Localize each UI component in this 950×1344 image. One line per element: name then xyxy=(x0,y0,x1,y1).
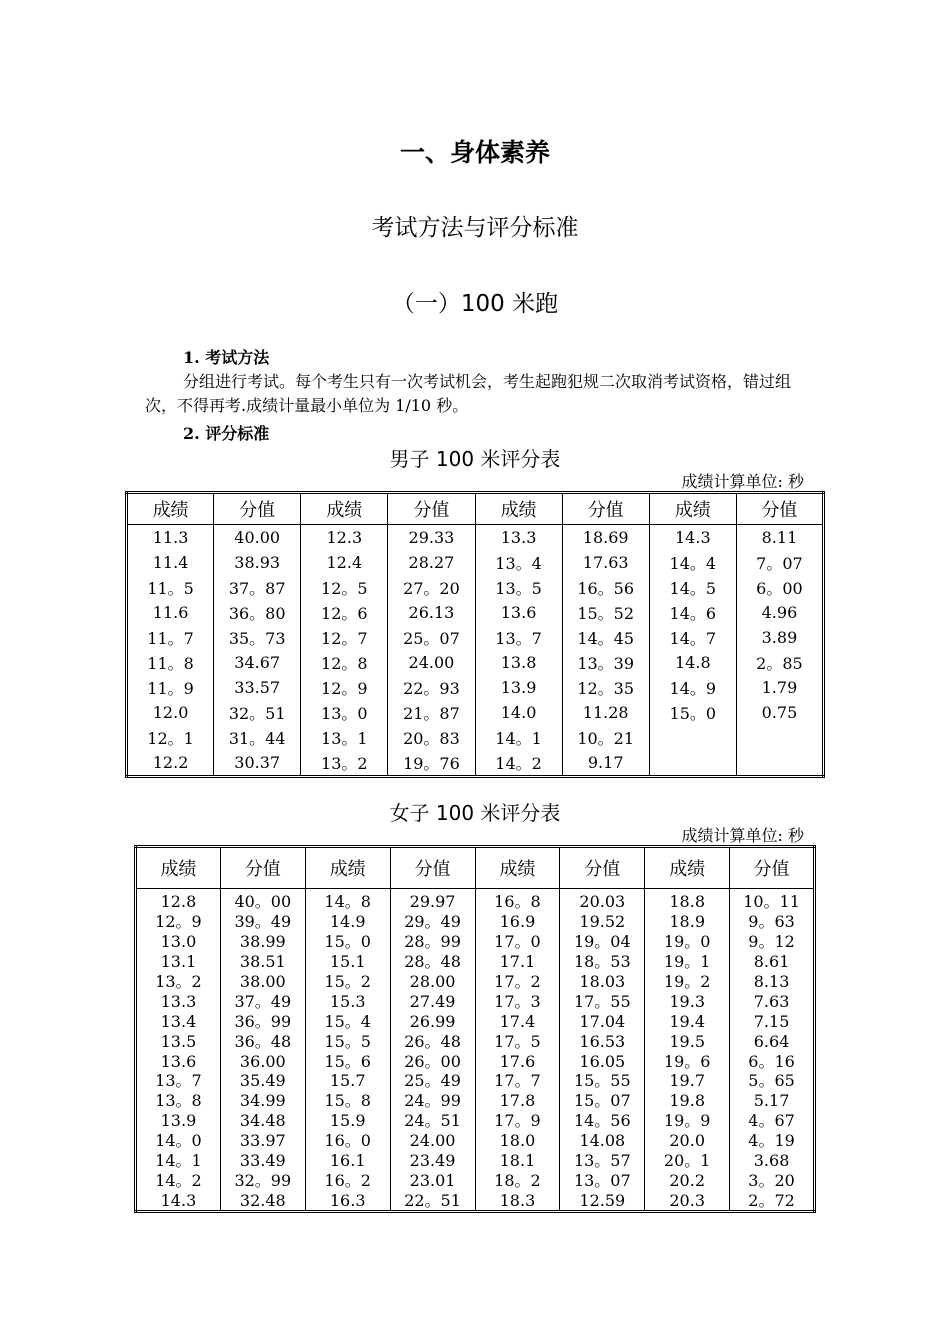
table-cell: 12.8 xyxy=(136,889,221,912)
table-cell: 17.1 xyxy=(475,952,560,972)
table-cell: 14。45 xyxy=(562,625,649,650)
table-cell: 14。0 xyxy=(136,1131,221,1151)
table-cell: 30.37 xyxy=(214,750,301,777)
column-header: 成绩 xyxy=(305,847,390,889)
table-cell: 13。8 xyxy=(136,1091,221,1111)
table-cell: 18.0 xyxy=(475,1131,560,1151)
table-cell: 14。1 xyxy=(475,725,562,750)
table-cell: 18.8 xyxy=(645,889,730,912)
table-cell: 13.9 xyxy=(136,1111,221,1131)
table-cell: 4。19 xyxy=(730,1131,815,1151)
table-cell: 13。0 xyxy=(301,700,388,725)
table-cell: 15.1 xyxy=(305,952,390,972)
table-cell: 12。9 xyxy=(301,675,388,700)
table-cell: 31。44 xyxy=(214,725,301,750)
table-header-row xyxy=(136,847,815,889)
table-cell: 3。20 xyxy=(730,1170,815,1190)
table-cell: 7.15 xyxy=(730,1011,815,1031)
table-row xyxy=(136,1091,815,1111)
table-row xyxy=(127,675,824,700)
table-cell: 13。4 xyxy=(475,550,562,575)
table-cell: 6。00 xyxy=(736,575,823,600)
table-cell: 35.49 xyxy=(220,1071,305,1091)
column-header: 成绩 xyxy=(649,493,736,525)
table-cell: 38.00 xyxy=(220,972,305,992)
table-cell: 6。16 xyxy=(730,1051,815,1071)
female-table-unit: 成绩计算单位: 秒 xyxy=(681,826,804,845)
table-cell: 16。2 xyxy=(305,1170,390,1190)
table-cell: 14。56 xyxy=(560,1111,645,1131)
table-cell: 16.05 xyxy=(560,1051,645,1071)
table-cell: 19。9 xyxy=(645,1111,730,1131)
table-cell: 17.04 xyxy=(560,1011,645,1031)
table-cell: 12。8 xyxy=(301,650,388,675)
table-cell xyxy=(649,725,736,750)
table-cell: 11.4 xyxy=(127,550,214,575)
table-cell: 12。7 xyxy=(301,625,388,650)
table-cell: 17.8 xyxy=(475,1091,560,1111)
table-cell: 12.0 xyxy=(127,700,214,725)
table-cell: 38.51 xyxy=(220,952,305,972)
table-cell: 11。9 xyxy=(127,675,214,700)
table-cell: 14。1 xyxy=(136,1151,221,1171)
table-cell: 36。48 xyxy=(220,1031,305,1051)
table-cell: 13.0 xyxy=(136,932,221,952)
table-cell: 2。72 xyxy=(730,1190,815,1211)
table-cell: 19.7 xyxy=(645,1071,730,1091)
column-header: 分值 xyxy=(736,493,823,525)
table-cell: 17。9 xyxy=(475,1111,560,1131)
table-cell: 13.8 xyxy=(475,650,562,675)
table-cell: 11.3 xyxy=(127,525,214,551)
table-cell: 24。99 xyxy=(390,1091,475,1111)
table-cell: 22。51 xyxy=(390,1190,475,1211)
table-cell: 38.93 xyxy=(214,550,301,575)
table-cell: 18.69 xyxy=(562,525,649,551)
table-cell: 14.0 xyxy=(475,700,562,725)
table-cell: 13。1 xyxy=(301,725,388,750)
table-cell: 5。65 xyxy=(730,1071,815,1091)
table-cell: 19.8 xyxy=(645,1091,730,1111)
table-cell: 20。83 xyxy=(388,725,475,750)
table-cell: 19。0 xyxy=(645,932,730,952)
table-cell: 12.3 xyxy=(301,525,388,551)
column-header: 成绩 xyxy=(127,493,214,525)
table-cell: 17。7 xyxy=(475,1071,560,1091)
table-cell xyxy=(736,750,823,777)
table-cell: 15.9 xyxy=(305,1111,390,1131)
scoring-heading: 2. 评分标准 xyxy=(183,424,270,443)
table-cell: 9。12 xyxy=(730,932,815,952)
table-cell: 10。21 xyxy=(562,725,649,750)
table-cell: 14。4 xyxy=(649,550,736,575)
table-cell: 13.1 xyxy=(136,952,221,972)
column-header: 分值 xyxy=(560,847,645,889)
table-cell: 13。7 xyxy=(475,625,562,650)
table-cell: 15。0 xyxy=(305,932,390,952)
table-row xyxy=(136,1051,815,1071)
table-cell: 32。99 xyxy=(220,1170,305,1190)
table-cell: 20。1 xyxy=(645,1151,730,1171)
table-cell: 26.99 xyxy=(390,1011,475,1031)
female-score-table xyxy=(134,845,816,1213)
table-cell: 19.5 xyxy=(645,1031,730,1051)
table-cell: 11.28 xyxy=(562,700,649,725)
table-cell: 26。00 xyxy=(390,1051,475,1071)
table-cell: 11。8 xyxy=(127,650,214,675)
table-cell: 20.2 xyxy=(645,1170,730,1190)
table-cell: 5.17 xyxy=(730,1091,815,1111)
table-cell: 14。8 xyxy=(305,889,390,912)
table-cell: 14.9 xyxy=(305,912,390,932)
table-cell: 15。55 xyxy=(560,1071,645,1091)
table-row xyxy=(136,912,815,932)
table-cell: 13。2 xyxy=(136,972,221,992)
table-row xyxy=(136,1131,815,1151)
table-cell: 25。07 xyxy=(388,625,475,650)
table-cell: 19.4 xyxy=(645,1011,730,1031)
table-row xyxy=(127,750,824,777)
table-cell: 34.48 xyxy=(220,1111,305,1131)
table-cell: 8.11 xyxy=(736,525,823,551)
table-row xyxy=(127,625,824,650)
table-cell: 32。51 xyxy=(214,700,301,725)
table-cell: 13。39 xyxy=(562,650,649,675)
column-header: 分值 xyxy=(214,493,301,525)
table-cell: 4。67 xyxy=(730,1111,815,1131)
table-cell: 14。6 xyxy=(649,600,736,625)
table-cell: 40.00 xyxy=(214,525,301,551)
column-header: 分值 xyxy=(730,847,815,889)
table-cell: 19。04 xyxy=(560,932,645,952)
table-row xyxy=(136,932,815,952)
column-header: 成绩 xyxy=(475,493,562,525)
table-cell: 36。99 xyxy=(220,1011,305,1031)
table-cell: 26.13 xyxy=(388,600,475,625)
table-cell: 16.1 xyxy=(305,1151,390,1171)
table-cell: 33.57 xyxy=(214,675,301,700)
table-row xyxy=(127,650,824,675)
column-header: 分值 xyxy=(562,493,649,525)
table-row xyxy=(127,700,824,725)
table-cell: 17。55 xyxy=(560,991,645,1011)
table-cell: 15。4 xyxy=(305,1011,390,1031)
table-cell: 36.00 xyxy=(220,1051,305,1071)
table-cell: 25。49 xyxy=(390,1071,475,1091)
table-cell: 13.3 xyxy=(136,991,221,1011)
table-cell: 17.4 xyxy=(475,1011,560,1031)
table-cell: 33.97 xyxy=(220,1131,305,1151)
table-cell: 15。8 xyxy=(305,1091,390,1111)
table-cell: 21。87 xyxy=(388,700,475,725)
table-cell: 12.2 xyxy=(127,750,214,777)
table-cell: 14.08 xyxy=(560,1131,645,1151)
table-cell: 26。48 xyxy=(390,1031,475,1051)
method-heading: 1. 考试方法 xyxy=(183,348,270,367)
table-row xyxy=(136,1111,815,1131)
table-cell: 16.53 xyxy=(560,1031,645,1051)
table-cell: 19。76 xyxy=(388,750,475,777)
table-cell: 13.9 xyxy=(475,675,562,700)
table-row xyxy=(127,725,824,750)
table-cell: 37。87 xyxy=(214,575,301,600)
table-cell: 4.96 xyxy=(736,600,823,625)
table-cell: 28。48 xyxy=(390,952,475,972)
column-header: 分值 xyxy=(390,847,475,889)
column-header: 分值 xyxy=(220,847,305,889)
table-cell: 23.01 xyxy=(390,1170,475,1190)
table-cell: 37。49 xyxy=(220,991,305,1011)
table-cell: 14.8 xyxy=(649,650,736,675)
table-cell: 13。07 xyxy=(560,1170,645,1190)
table-row xyxy=(136,1011,815,1031)
table-cell: 22。93 xyxy=(388,675,475,700)
table-row xyxy=(127,550,824,575)
table-cell: 10。11 xyxy=(730,889,815,912)
female-table-title: 女子 100 米评分表 xyxy=(389,801,561,825)
column-header: 成绩 xyxy=(136,847,221,889)
table-cell: 15。6 xyxy=(305,1051,390,1071)
table-cell: 12。1 xyxy=(127,725,214,750)
table-cell: 13.6 xyxy=(475,600,562,625)
table-cell: 12.59 xyxy=(560,1190,645,1211)
table-cell: 12。6 xyxy=(301,600,388,625)
table-cell: 18.9 xyxy=(645,912,730,932)
table-cell: 28.27 xyxy=(388,550,475,575)
column-header: 分值 xyxy=(388,493,475,525)
table-cell: 40。00 xyxy=(220,889,305,912)
table-cell: 13.6 xyxy=(136,1051,221,1071)
table-cell: 39。49 xyxy=(220,912,305,932)
table-cell: 0.75 xyxy=(736,700,823,725)
table-cell: 3.89 xyxy=(736,625,823,650)
male-table-unit: 成绩计算单位: 秒 xyxy=(681,472,804,491)
table-cell: 6.64 xyxy=(730,1031,815,1051)
table-cell: 14。2 xyxy=(136,1170,221,1190)
table-row xyxy=(136,972,815,992)
table-cell: 18.1 xyxy=(475,1151,560,1171)
table-cell: 29.97 xyxy=(390,889,475,912)
table-cell: 38.99 xyxy=(220,932,305,952)
table-cell: 19.3 xyxy=(645,991,730,1011)
table-cell: 15。5 xyxy=(305,1031,390,1051)
table-cell: 7。07 xyxy=(736,550,823,575)
table-cell: 12.4 xyxy=(301,550,388,575)
table-cell: 12。5 xyxy=(301,575,388,600)
table-row xyxy=(127,575,824,600)
table-cell: 19。6 xyxy=(645,1051,730,1071)
table-cell: 20.03 xyxy=(560,889,645,912)
table-cell: 13。57 xyxy=(560,1151,645,1171)
table-cell xyxy=(649,750,736,777)
table-cell: 3.68 xyxy=(730,1151,815,1171)
table-row xyxy=(136,1190,815,1211)
table-cell: 9。63 xyxy=(730,912,815,932)
table-cell: 27.49 xyxy=(390,991,475,1011)
table-cell: 28。99 xyxy=(390,932,475,952)
table-cell: 29.33 xyxy=(388,525,475,551)
table-cell: 17.6 xyxy=(475,1051,560,1071)
column-header: 成绩 xyxy=(301,493,388,525)
table-cell: 35。73 xyxy=(214,625,301,650)
table-row xyxy=(136,1151,815,1171)
table-cell: 23.49 xyxy=(390,1151,475,1171)
table-cell: 1.79 xyxy=(736,675,823,700)
section-heading: （一）100 米跑 xyxy=(391,291,559,317)
table-cell: 33.49 xyxy=(220,1151,305,1171)
table-cell: 32.48 xyxy=(220,1190,305,1211)
table-row xyxy=(127,600,824,625)
table-cell: 27。20 xyxy=(388,575,475,600)
table-cell: 15。2 xyxy=(305,972,390,992)
table-cell: 17.63 xyxy=(562,550,649,575)
table-cell: 17。0 xyxy=(475,932,560,952)
table-cell: 18。2 xyxy=(475,1170,560,1190)
table-cell: 24.00 xyxy=(390,1131,475,1151)
table-cell: 24。51 xyxy=(390,1111,475,1131)
table-cell: 12。35 xyxy=(562,675,649,700)
table-cell: 12。9 xyxy=(136,912,221,932)
table-cell: 15。07 xyxy=(560,1091,645,1111)
table-cell: 7.63 xyxy=(730,991,815,1011)
table-cell: 18.3 xyxy=(475,1190,560,1211)
table-cell: 14。9 xyxy=(649,675,736,700)
table-cell: 34.67 xyxy=(214,650,301,675)
table-row xyxy=(136,1071,815,1091)
method-paragraph: 分组进行考试。每个考生只有一次考试机会，考生起跑犯规二次取消考试资格，错过组次，不得再考.成绩计量最小单位为 1/10 秒。 xyxy=(145,372,792,415)
column-header: 成绩 xyxy=(645,847,730,889)
table-row xyxy=(136,889,815,912)
table-cell: 13.5 xyxy=(136,1031,221,1051)
table-cell: 15.3 xyxy=(305,991,390,1011)
table-cell: 13.3 xyxy=(475,525,562,551)
table-cell: 16。56 xyxy=(562,575,649,600)
table-cell: 14。2 xyxy=(475,750,562,777)
table-header-row xyxy=(127,493,824,525)
table-cell: 16。0 xyxy=(305,1131,390,1151)
table-cell: 20.3 xyxy=(645,1190,730,1211)
table-cell: 19。1 xyxy=(645,952,730,972)
male-table-title: 男子 100 米评分表 xyxy=(389,447,561,471)
table-cell: 14.3 xyxy=(649,525,736,551)
table-cell: 17。3 xyxy=(475,991,560,1011)
table-cell: 8.61 xyxy=(730,952,815,972)
table-cell: 17。5 xyxy=(475,1031,560,1051)
table-cell: 16.3 xyxy=(305,1190,390,1211)
table-cell: 14。7 xyxy=(649,625,736,650)
table-cell: 13。5 xyxy=(475,575,562,600)
table-cell: 15。52 xyxy=(562,600,649,625)
page-title: 一、身体素养 xyxy=(399,138,550,167)
table-cell: 14。5 xyxy=(649,575,736,600)
table-row xyxy=(136,1170,815,1190)
table-cell: 13。7 xyxy=(136,1071,221,1091)
table-cell: 20.0 xyxy=(645,1131,730,1151)
table-cell: 15.7 xyxy=(305,1071,390,1091)
table-cell: 18.03 xyxy=(560,972,645,992)
table-row xyxy=(136,991,815,1011)
table-cell: 15。0 xyxy=(649,700,736,725)
table-row xyxy=(127,525,824,551)
table-cell: 36。80 xyxy=(214,600,301,625)
table-cell: 9.17 xyxy=(562,750,649,777)
table-cell: 28.00 xyxy=(390,972,475,992)
table-cell: 19。2 xyxy=(645,972,730,992)
table-cell: 11。7 xyxy=(127,625,214,650)
table-cell: 19.52 xyxy=(560,912,645,932)
table-cell: 8.13 xyxy=(730,972,815,992)
table-cell: 16。8 xyxy=(475,889,560,912)
table-cell: 18。53 xyxy=(560,952,645,972)
table-cell: 17。2 xyxy=(475,972,560,992)
table-cell xyxy=(736,725,823,750)
table-cell: 29。49 xyxy=(390,912,475,932)
table-cell: 24.00 xyxy=(388,650,475,675)
table-row xyxy=(136,952,815,972)
table-cell: 11。5 xyxy=(127,575,214,600)
table-cell: 14.3 xyxy=(136,1190,221,1211)
table-cell: 34.99 xyxy=(220,1091,305,1111)
table-cell: 13。2 xyxy=(301,750,388,777)
page-subtitle: 考试方法与评分标准 xyxy=(371,215,579,241)
table-row xyxy=(136,1031,815,1051)
male-score-table xyxy=(125,491,825,778)
table-cell: 13.4 xyxy=(136,1011,221,1031)
table-cell: 11.6 xyxy=(127,600,214,625)
column-header: 成绩 xyxy=(475,847,560,889)
table-cell: 2。85 xyxy=(736,650,823,675)
table-cell: 16.9 xyxy=(475,912,560,932)
